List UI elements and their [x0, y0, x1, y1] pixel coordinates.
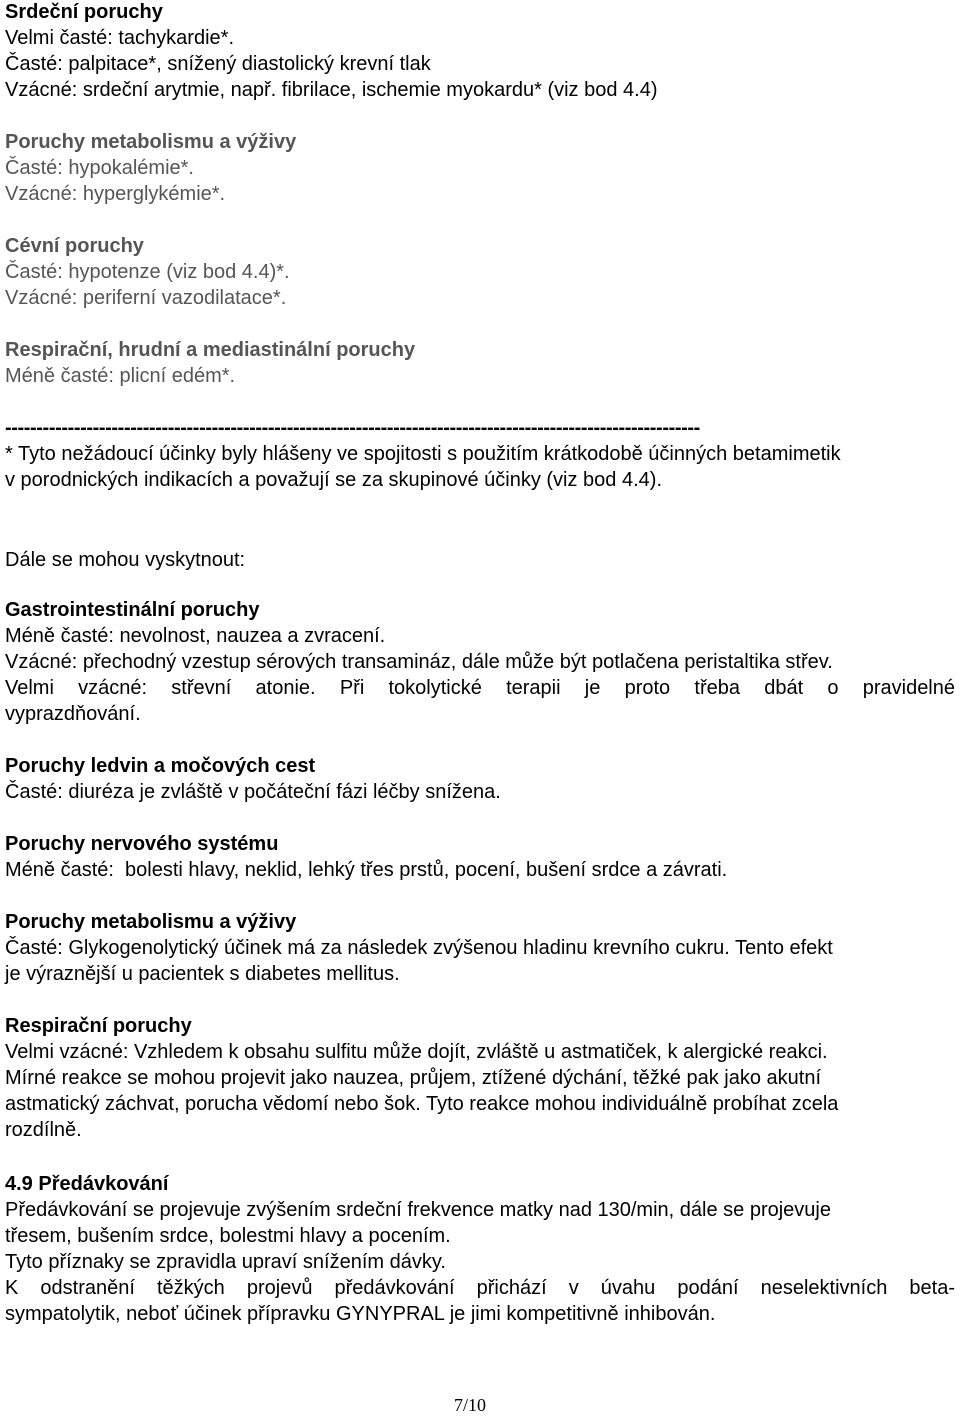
- text-line: rozdílně.: [5, 1119, 82, 1141]
- section-heading-renal: Poruchy ledvin a močových cest: [5, 755, 316, 777]
- text-line: Časté: palpitace*, snížený diastolický krevní tlak: [5, 53, 431, 75]
- section-heading-respiratory-2: Respirační poruchy: [5, 1015, 192, 1037]
- section-heading-nervous: Poruchy nervového systému: [5, 833, 279, 855]
- section-heading-metabolism: Poruchy metabolismu a výživy: [5, 131, 297, 153]
- footnote-line: v porodnických indikacích a považují se za skupinové účinky (viz bod 4.4).: [5, 469, 663, 491]
- section-heading-vascular: Cévní poruchy: [5, 235, 144, 257]
- separator-line: ---------------------------------------------------------------------------------------------------------------: [5, 417, 700, 439]
- text-line: Velmi vzácné: Vzhledem k obsahu sulfitu může dojít, zvláště u astmatiček, k alergické reakci.: [5, 1041, 828, 1063]
- text-line: Mírné reakce se mohou projevit jako nauzea, průjem, ztížené dýchání, těžké pak jako akutní: [5, 1067, 821, 1089]
- section-heading-respiratory: Respirační, hrudní a mediastinální poruchy: [5, 339, 416, 361]
- footnote-line: * Tyto nežádoucí účinky byly hlášeny ve spojitosti s použitím krátkodobě účinných betamimetik: [5, 443, 841, 465]
- text-line: Časté: hypotenze (viz bod 4.4)*.: [5, 261, 290, 283]
- text-line: Předávkování se projevuje zvýšením srdeční frekvence matky nad 130/min, dále se projevuje: [5, 1199, 831, 1221]
- text-line: Časté: Glykogenolytický účinek má za následek zvýšenou hladinu krevního cukru. Tento efekt: [5, 937, 833, 959]
- text-line: Velmi časté: tachykardie*.: [5, 27, 234, 49]
- text-line: K odstranění těžkých projevů předávkování přichází v úvahu podání neselektivních beta-: [5, 1277, 955, 1299]
- text-line: Méně časté: bolesti hlavy, neklid, lehký třes prstů, pocení, bušení srdce a závrati.: [5, 859, 728, 881]
- page-number: 7/10: [453, 1395, 486, 1415]
- section-heading-gi: Gastrointestinální poruchy: [5, 599, 260, 621]
- text-line: třesem, bušením srdce, bolestmi hlavy a pocením.: [5, 1225, 451, 1247]
- text-line: Méně časté: plicní edém*.: [5, 365, 236, 387]
- text-line: Méně časté: nevolnost, nauzea a zvracení.: [5, 625, 386, 647]
- text-line: sympatolytik, neboť účinek přípravku GYNYPRAL je jimi kompetitivně inhibován.: [5, 1303, 716, 1325]
- text-line: Časté: diuréza je zvláště v počáteční fázi léčby snížena.: [5, 781, 501, 803]
- text-line: vyprazdňování.: [5, 703, 141, 725]
- text-line: Vzácné: přechodný vzestup sérových transamináz, dále může být potlačena peristaltika střev.: [5, 651, 833, 673]
- text-line: astmatický záchvat, porucha vědomí nebo šok. Tyto reakce mohou individuálně probíhat zcela: [5, 1093, 839, 1115]
- text-line: Časté: hypokalémie*.: [5, 157, 194, 179]
- section-heading-metabolism-2: Poruchy metabolismu a výživy: [5, 911, 297, 933]
- text-line: Vzácné: hyperglykémie*.: [5, 183, 226, 205]
- section-heading-cardiac: Srdeční poruchy: [5, 1, 163, 23]
- text-line: Velmi vzácné: střevní atonie. Při tokolytické terapii je proto třeba dbát o pravidelné: [5, 677, 955, 699]
- text-line: Vzácné: srdeční arytmie, např. fibrilace, ischemie myokardu* (viz bod 4.4): [5, 79, 658, 101]
- intro-text: Dále se mohou vyskytnout:: [5, 549, 246, 571]
- text-line: Tyto příznaky se zpravidla upraví snížením dávky.: [5, 1251, 446, 1273]
- section-heading-overdose: 4.9 Předávkování: [5, 1173, 169, 1195]
- text-line: Vzácné: periferní vazodilatace*.: [5, 287, 287, 309]
- text-line: je výraznější u pacientek s diabetes mellitus.: [5, 963, 400, 985]
